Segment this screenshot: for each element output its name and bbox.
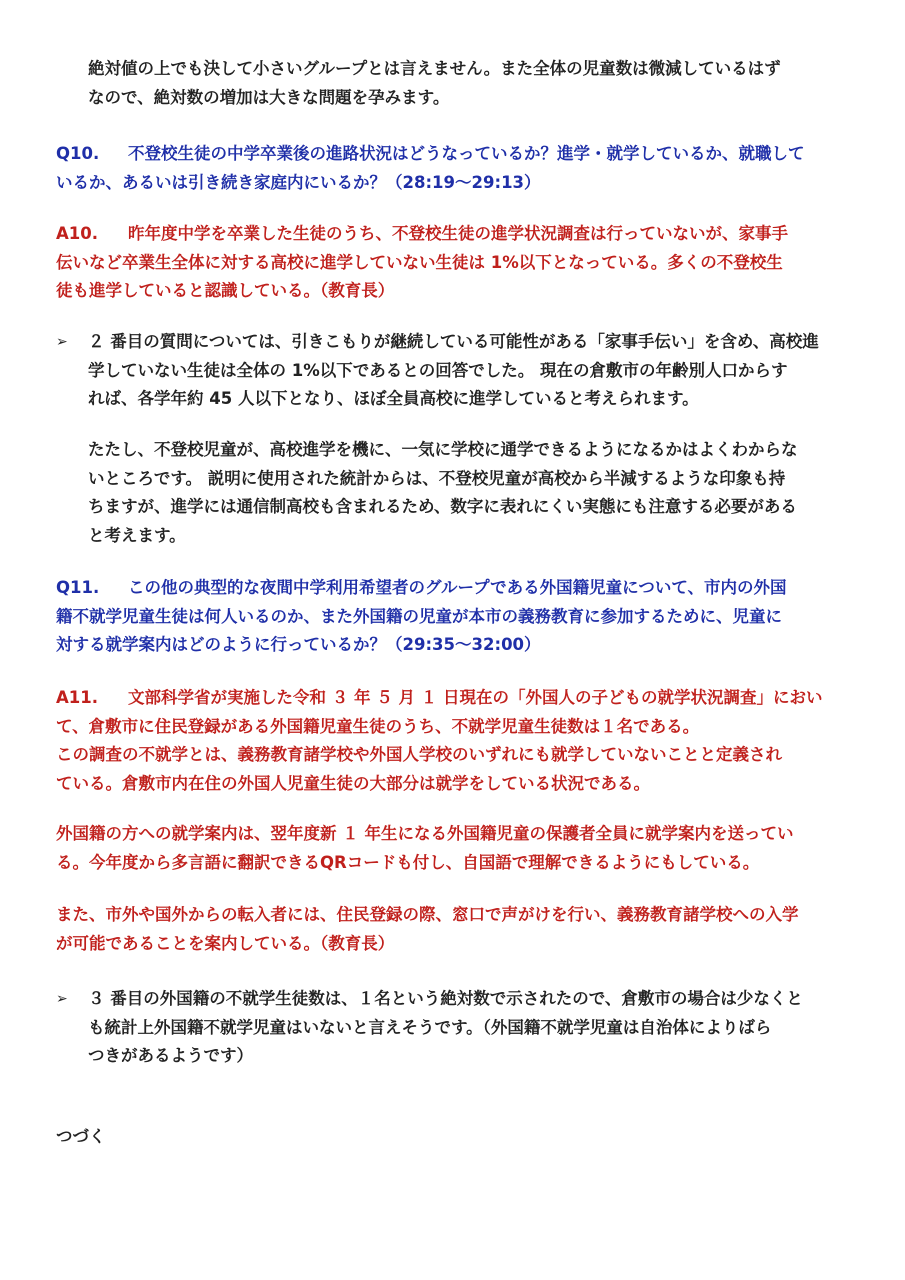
answer-line: 昨年度中学を卒業した生徒のうち、不登校生徒の進学状況調査は行っていないが、家事手 bbox=[128, 224, 788, 243]
comment-line: たたし、不登校児童が、高校進学を機に、一気に学校に通学できるようになるかはよくわからな bbox=[88, 440, 798, 459]
comment-line: と考えます。 bbox=[88, 525, 186, 545]
comment-paragraph-1 bbox=[88, 328, 856, 414]
comment-line: ちますが、進学には通信制高校も含まれるため、数字に表れにくい実態にも注意する必要がある bbox=[88, 497, 797, 516]
comment-paragraph-2 bbox=[88, 436, 856, 550]
answer-line: ている。倉敷市内在住の外国人児童生徒の大部分は就学をしている状況である。 bbox=[56, 773, 650, 793]
answer-line: 文部科学省が実施した令和 ３ 年 ５ 月 １ 日現在の「外国人の子どもの就学状況調査」におい bbox=[128, 688, 823, 707]
intro-paragraph bbox=[88, 55, 856, 112]
answer-a11 bbox=[56, 684, 856, 798]
question-line: いるか、あるいは引き続き家庭内にいるか？（28:19〜29:13） bbox=[56, 172, 541, 192]
answer-line: 徒も進学していると認識している。（教育長） bbox=[56, 281, 395, 300]
answer-a11-paragraph-2 bbox=[56, 820, 856, 877]
comment-line: ３ 番目の外国籍の不就学生徒数は、１名という絶対数で示されたので、倉敷市の場合は少なくと bbox=[88, 989, 803, 1008]
question-q11 bbox=[56, 574, 856, 660]
question-line: 対する就学案内はどのように行っているか？（29:35〜32:00） bbox=[56, 635, 541, 654]
answer-line: この調査の不就学とは、義務教育諸学校や外国人学校のいずれにも就学していないことと定義され bbox=[56, 745, 782, 764]
intro-line: なので、絶対数の増加は大きな問題を孕みます。 bbox=[88, 87, 450, 107]
comment-line: つきがあるようです） bbox=[88, 1046, 253, 1065]
question-line: 不登校生徒の中学卒業後の進路状況はどうなっているか？進学・就学しているか、就職して bbox=[128, 144, 805, 163]
bullet-arrow-icon: ➢ bbox=[56, 334, 68, 350]
answer-a11-paragraph-3 bbox=[56, 901, 856, 958]
comment-line: も統計上外国籍不就学児童はいないと言えそうです。（外国籍不就学児童は自治体によりばら bbox=[88, 1017, 772, 1037]
bullet-arrow-icon: ➢ bbox=[56, 991, 68, 1007]
question-label: Q10. bbox=[56, 144, 100, 163]
answer-line: て、倉敷市に住民登録がある外国籍児童生徒のうち、不就学児童生徒数は１名である。 bbox=[56, 716, 700, 736]
comment-line: 学していない生徒は全体の 1%以下であるとの回答でした。 現在の倉敷市の年齢別人口からす bbox=[88, 360, 788, 380]
answer-a10 bbox=[56, 220, 856, 306]
answer-line: 外国籍の方への就学案内は、翌年度新 １ 年生になる外国籍児童の保護者全員に就学案内を送ってい bbox=[56, 824, 794, 843]
intro-line: 絶対値の上でも決して小さいグループとは言えません。また全体の児童数は微減しているはず bbox=[88, 59, 781, 78]
question-q10 bbox=[56, 140, 856, 197]
answer-label: A10. bbox=[56, 224, 98, 243]
answer-line: 伝いなど卒業生全体に対する高校に進学していない生徒は 1%以下となっている。多くの不登校生 bbox=[56, 252, 783, 272]
closing-text: つづく bbox=[56, 1127, 106, 1146]
comment-line: ２ 番目の質問については、引きこもりが継続している可能性がある「家事手伝い」を含め、高校進 bbox=[88, 332, 819, 351]
question-label: Q11. bbox=[56, 578, 100, 597]
answer-line: また、市外や国外からの転入者には、住民登録の際、窓口で声がけを行い、義務教育諸学校への入学 bbox=[56, 905, 799, 924]
comment-line: れば、各学年約 45 人以下となり、ほぼ全員高校に進学していると考えられます。 bbox=[88, 389, 699, 408]
comment-line: いところです。 説明に使用された統計からは、不登校児童が高校から半減するような印象も持 bbox=[88, 468, 786, 488]
comment-paragraph-3 bbox=[88, 985, 856, 1071]
answer-line: が可能であることを案内している。（教育長） bbox=[56, 933, 395, 953]
question-line: この他の典型的な夜間中学利用希望者のグループである外国籍児童について、市内の外国 bbox=[128, 578, 787, 597]
question-line: 籍不就学児童生徒は何人いるのか、また外国籍の児童が本市の義務教育に参加するために、児童に bbox=[56, 606, 782, 626]
answer-label: A11. bbox=[56, 688, 98, 707]
answer-line: る。今年度から多言語に翻訳できるQRコードも付し、自国語で理解できるようにもしている。 bbox=[56, 852, 760, 872]
